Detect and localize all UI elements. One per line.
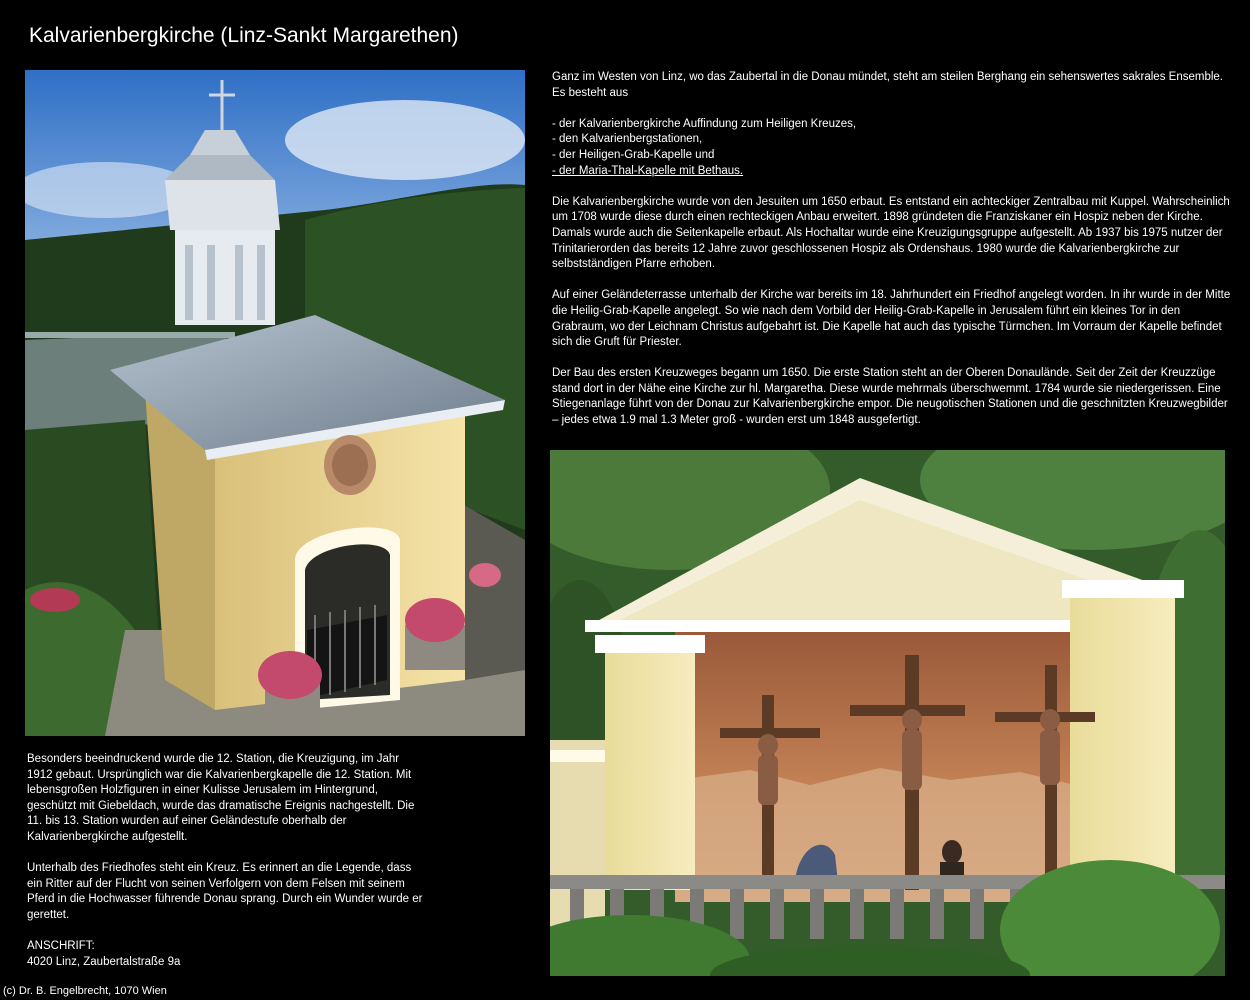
intro-paragraph — [552, 70, 1232, 101]
chapel-photo — [25, 70, 525, 736]
intro-text: Ganz im Westen von Linz, wo das Zaubertal in die Donau mündet, steht am steilen Berghang ein sehenswertes sakrales Ensemble. Es besteht aus — [552, 71, 1223, 99]
caption-text-column — [27, 752, 427, 986]
maria-thal-chapel-link[interactable]: - der Maria-Thal-Kapelle mit Bethaus. — [552, 164, 744, 177]
history-paragraph: Die Kalvarienbergkirche wurde von den Jesuiten um 1650 erbaut. Es entstand ein achteckiger Zentralbau mit Kuppel. Wahrscheinlich um 1708 wurde diese durch einen rechteckigen Anbau erweitert. 1898 gründeten die Franziskaner ein Hospiz neben der Kirche. Damals wurde auch die Seitenkapelle erbaut. Als Hochaltar wurde eine Kreuzigungsgruppe aufgestellt. Ab 1937 bis 1975 nutzer der Trinitarierorden das bereits 12 Jahre zuvor geschlossenen Hospiz als Ordenshaus. 1980 wurde die Kalvarienbergkirche zur selbstständigen Pfarre erhoben. — [552, 195, 1230, 271]
crucifixion-paragraph: Besonders beeindruckend wurde die 12. Station, die Kreuzigung, im Jahr 1912 gebaut. Ursprünglich war die Kalvarienbergkapelle die 12. Station. Mit lebensgroßen Holzfiguren in einer Kulisse Jerusalem im Hintergrund, geschützt mit Giebeldach, wurde das dramatische Ereignis nachgestellt. Die 11. bis 13. Station wurden auf einer Geländestufe oberhalb der Kalvarienbergkirche aufgestellt. — [27, 753, 415, 843]
list-item: - der Kalvarienbergkirche Auffindung zum Heiligen Kreuzes, — [552, 117, 857, 130]
copyright-footer: (c) Dr. B. Engelbrecht, 1070 Wien — [3, 985, 167, 997]
address-label: ANSCHRIFT: — [27, 940, 95, 953]
ensemble-list — [552, 117, 1232, 179]
address-line: 4020 Linz, Zaubertalstraße 9a — [27, 955, 181, 968]
list-item: - den Kalvarienbergstationen, — [552, 133, 703, 146]
address-block — [27, 939, 427, 970]
crucifixion-station-photo — [550, 450, 1225, 976]
page-title: Kalvarienbergkirche (Linz-Sankt Margarethen) — [29, 24, 459, 47]
stations-paragraph: Der Bau des ersten Kreuzweges begann um 1650. Die erste Station steht an der Oberen Donaulände. Seit der Zeit der Kreuzzüge stand dort in der Nähe eine Kirche zur hl. Margaretha. Diese wurde mehrmals überschwemmt. 1784 wurde sie niedergerissen. Eine Stiegenanlage führt von der Donau zur Kalvarienbergkirche empor. Die neugotischen Stationen und die geschnitzten Kreuzwegbilder – jedes etwa 1.9 mal 1.3 Meter groß - wurden erst um 1848 ausgefertigt. — [552, 367, 1228, 427]
list-item: - der Heiligen-Grab-Kapelle und — [552, 148, 715, 161]
main-text-column — [552, 70, 1232, 444]
cemetery-paragraph: Auf einer Geländeterrasse unterhalb der Kirche war bereits im 18. Jahrhundert ein Friedhof angelegt worden. In ihr wurde in der Mitte die Heilig-Grab-Kapelle angelegt. So wie nach dem Vorbild der Heilig-Grab-Kapelle in Jerusalem führt ein kleines Tor in den Grabraum, wo der Leichnam Christus aufgebahrt ist. Die Kapelle hat auch das typische Türmchen. Im Vorraum der Kapelle befindet sich die Gruft für Priester. — [552, 289, 1231, 349]
legend-paragraph: Unterhalb des Friedhofes steht ein Kreuz. Es erinnert an die Legende, dass ein Ritter auf der Flucht von seinen Verfolgern von dem Felsen mit seinem Pferd in die Hochwasser führende Donau sprang. Durch ein Wunder wurde er gerettet. — [27, 862, 423, 921]
